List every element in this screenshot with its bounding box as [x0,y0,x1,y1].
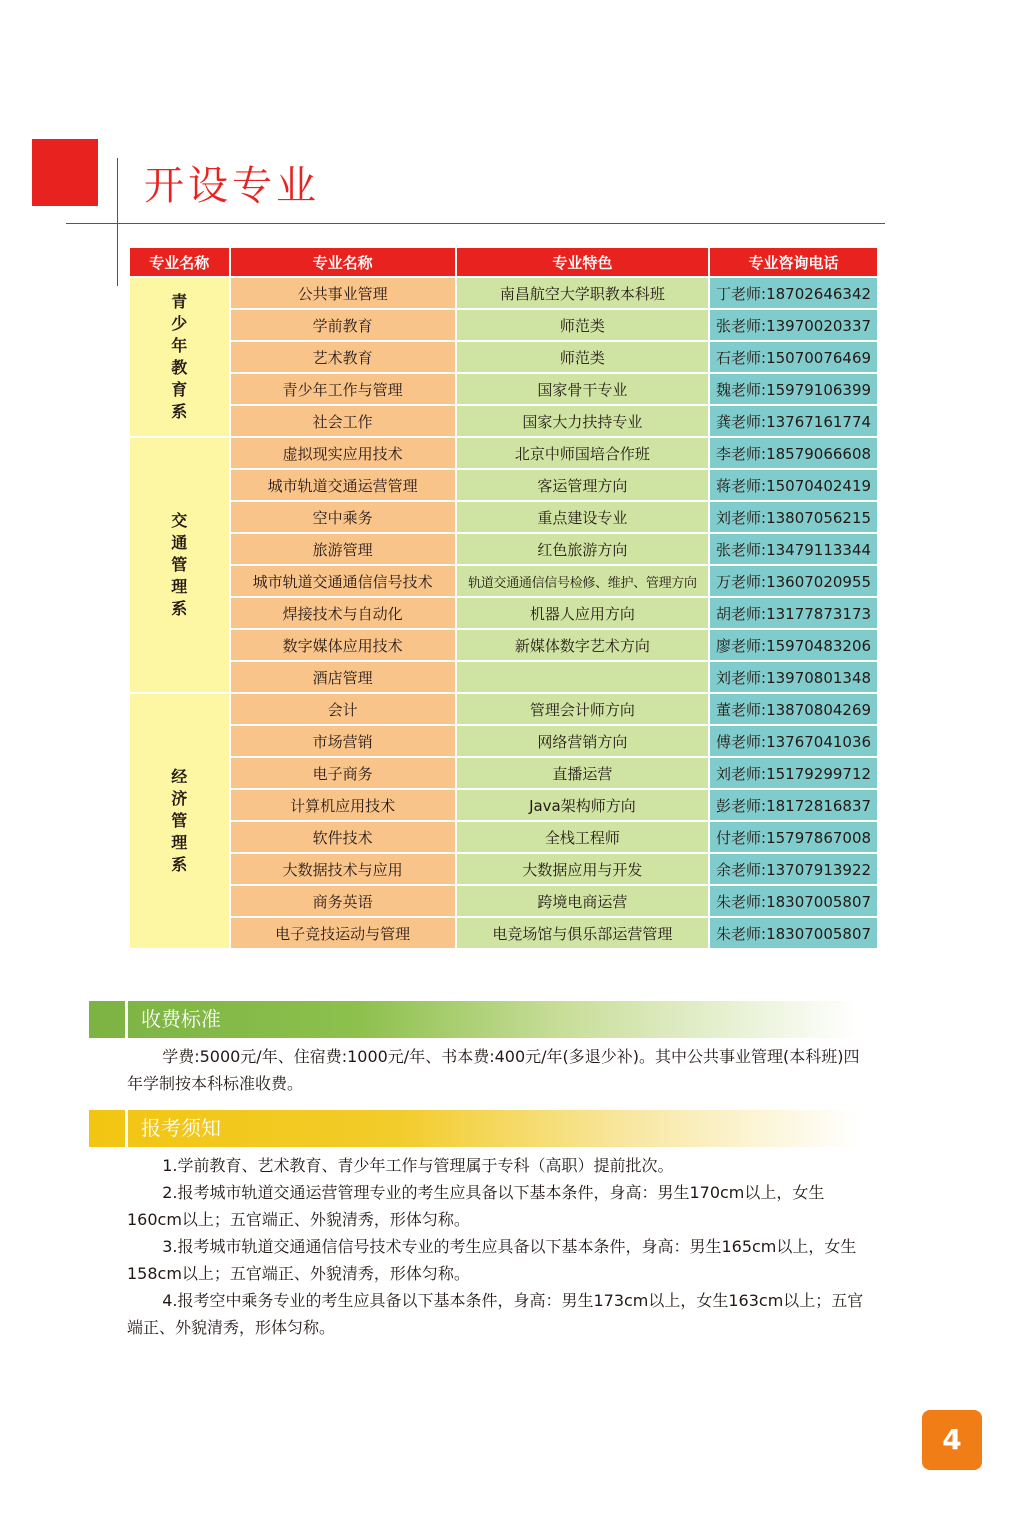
table-row [130,918,877,948]
major-cell: 市场营销 [231,726,455,756]
table-row [130,598,877,628]
phone-cell [710,278,877,308]
phone-cell [710,854,877,884]
major-cell: 旅游管理 [231,534,455,564]
major-cell: 数字媒体应用技术 [231,630,455,660]
phone-text: 刘老师:13970801348 [716,668,872,687]
feature-cell: 国家大力扶持专业 [457,406,708,436]
phone-cell [710,630,877,660]
table-row [130,822,877,852]
feature-cell: 机器人应用方向 [457,598,708,628]
notice-item-3: 3.报考城市轨道交通通信信号技术专业的考生应具备以下基本条件，身高：男生165cm以上，女生158cm以上；五官端正、外貌清秀，形体匀称。 [127,1237,857,1283]
department-cell [130,694,229,948]
phone-cell [710,534,877,564]
major-cell: 学前教育 [231,310,455,340]
phone-text: 丁老师:18702646342 [716,284,872,303]
feature-cell: 客运管理方向 [457,470,708,500]
table-header-row [130,248,877,276]
phone-text: 彭老师:18172816837 [716,796,872,815]
phone-text: 张老师:13970020337 [716,316,872,335]
table-row [130,726,877,756]
table-row [130,790,877,820]
page-number-badge: 4 [922,1410,982,1470]
phone-cell [710,758,877,788]
feature-cell: 师范类 [457,342,708,372]
phone-cell [710,662,877,692]
phone-cell [710,502,877,532]
phone-cell [710,694,877,724]
phone-text: 蒋老师:15070402419 [716,476,872,495]
title-accent-square [32,139,98,206]
phone-text: 胡老师:13177873173 [716,604,872,623]
major-cell: 商务英语 [231,886,455,916]
feature-cell: 重点建设专业 [457,502,708,532]
phone-cell [710,406,877,436]
major-cell: 焊接技术与自动化 [231,598,455,628]
phone-text: 刘老师:13807056215 [716,508,872,527]
phone-text: 余老师:13707913922 [716,860,872,879]
table-body [130,278,877,948]
notice-section-bar [89,1110,859,1147]
notice-item-2: 2.报考城市轨道交通运营管理专业的考生应具备以下基本条件，身高：男生170cm以上，女生160cm以上；五官端正、外貌清秀，形体匀称。 [127,1183,825,1229]
phone-text: 傅老师:13767041036 [716,732,872,751]
major-cell: 空中乘务 [231,502,455,532]
phone-text: 廖老师:15970483206 [716,636,872,655]
department-cell [130,438,229,692]
table-row [130,662,877,692]
major-cell: 城市轨道交通运营管理 [231,470,455,500]
department-cell [130,278,229,436]
table-row [130,566,877,596]
table-row [130,438,877,468]
department-name: 交通管理系 [171,511,188,618]
phone-cell [710,918,877,948]
notice-item-1: 1.学前教育、艺术教育、青少年工作与管理属于专科（高职）提前批次。 [162,1156,674,1175]
phone-cell [710,726,877,756]
major-cell: 青少年工作与管理 [231,374,455,404]
header-phone: 专业咨询电话 [710,248,877,276]
feature-cell: 大数据应用与开发 [457,854,708,884]
phone-text: 董老师:13870804269 [716,700,872,719]
header-department: 专业名称 [130,248,229,276]
fees-bar-divider [125,1001,128,1038]
feature-cell: 新媒体数字艺术方向 [457,630,708,660]
header-major: 专业名称 [231,248,455,276]
title-vertical-rule [117,158,118,286]
phone-text: 李老师:18579066608 [716,444,872,463]
phone-cell [710,470,877,500]
feature-cell: 管理会计师方向 [457,694,708,724]
department-name: 经济管理系 [171,767,188,874]
feature-cell: 师范类 [457,310,708,340]
page-title: 开设专业 [144,163,320,209]
feature-cell: 国家骨干专业 [457,374,708,404]
major-cell: 公共事业管理 [231,278,455,308]
table-row [130,534,877,564]
phone-cell [710,374,877,404]
feature-cell: 直播运营 [457,758,708,788]
phone-cell [710,342,877,372]
phone-cell [710,886,877,916]
phone-text: 付老师:15797867008 [716,828,872,847]
major-cell: 会计 [231,694,455,724]
feature-cell: 轨道交通通信信号检修、维护、管理方向 [457,566,708,596]
feature-cell: 全栈工程师 [457,822,708,852]
table-row [130,630,877,660]
table-row [130,854,877,884]
fees-section-title: 收费标准 [141,1007,221,1031]
table-row [130,502,877,532]
phone-cell [710,310,877,340]
phone-cell [710,438,877,468]
phone-text: 朱老师:18307005807 [716,924,872,943]
phone-cell [710,598,877,628]
phone-text: 石老师:15070076469 [716,348,872,367]
feature-cell: 跨境电商运营 [457,886,708,916]
major-cell: 电子商务 [231,758,455,788]
phone-text: 万老师:13607020955 [716,572,872,591]
phone-cell [710,566,877,596]
major-cell: 电子竞技运动与管理 [231,918,455,948]
table-row [130,374,877,404]
phone-cell [710,822,877,852]
table-row [130,342,877,372]
feature-cell [457,662,708,692]
feature-cell: Java架构师方向 [457,790,708,820]
phone-cell [710,790,877,820]
feature-cell: 电竞场馆与俱乐部运营管理 [457,918,708,948]
phone-text: 刘老师:15179299712 [716,764,872,783]
feature-cell: 红色旅游方向 [457,534,708,564]
major-cell: 计算机应用技术 [231,790,455,820]
feature-cell: 北京中师国培合作班 [457,438,708,468]
title-horizontal-rule [66,223,885,224]
major-cell: 酒店管理 [231,662,455,692]
table-row [130,406,877,436]
major-cell: 大数据技术与应用 [231,854,455,884]
major-cell: 虚拟现实应用技术 [231,438,455,468]
major-cell: 社会工作 [231,406,455,436]
phone-text: 张老师:13479113344 [716,540,872,559]
table-row [130,758,877,788]
phone-text: 魏老师:15979106399 [716,380,872,399]
department-name: 青少年教育系 [171,292,188,421]
major-cell: 艺术教育 [231,342,455,372]
fees-paragraph: 学费:5000元/年、住宿费:1000元/年、书本费:400元/年(多退少补)。其中公共事业管理(本科班)四年学制按本科标准收费。 [127,1047,860,1093]
header-feature: 专业特色 [457,248,708,276]
phone-text: 龚老师:13767161774 [716,412,872,431]
feature-cell: 网络营销方向 [457,726,708,756]
major-cell: 城市轨道交通通信信号技术 [231,566,455,596]
notice-text-block [127,1152,873,1341]
fees-text-block [127,1043,873,1097]
notice-item-4: 4.报考空中乘务专业的考生应具备以下基本条件，身高：男生173cm以上，女生163cm以上；五官端正、外貌清秀，形体匀称。 [127,1291,864,1337]
notice-bar-divider [125,1110,128,1147]
phone-text: 朱老师:18307005807 [716,892,872,911]
table-row [130,310,877,340]
major-cell: 软件技术 [231,822,455,852]
fees-section-bar [89,1001,859,1038]
notice-section-title: 报考须知 [141,1116,221,1140]
majors-table [128,246,879,950]
table-row [130,886,877,916]
feature-cell: 南昌航空大学职教本科班 [457,278,708,308]
table-row [130,278,877,308]
table-row [130,470,877,500]
table-row [130,694,877,724]
